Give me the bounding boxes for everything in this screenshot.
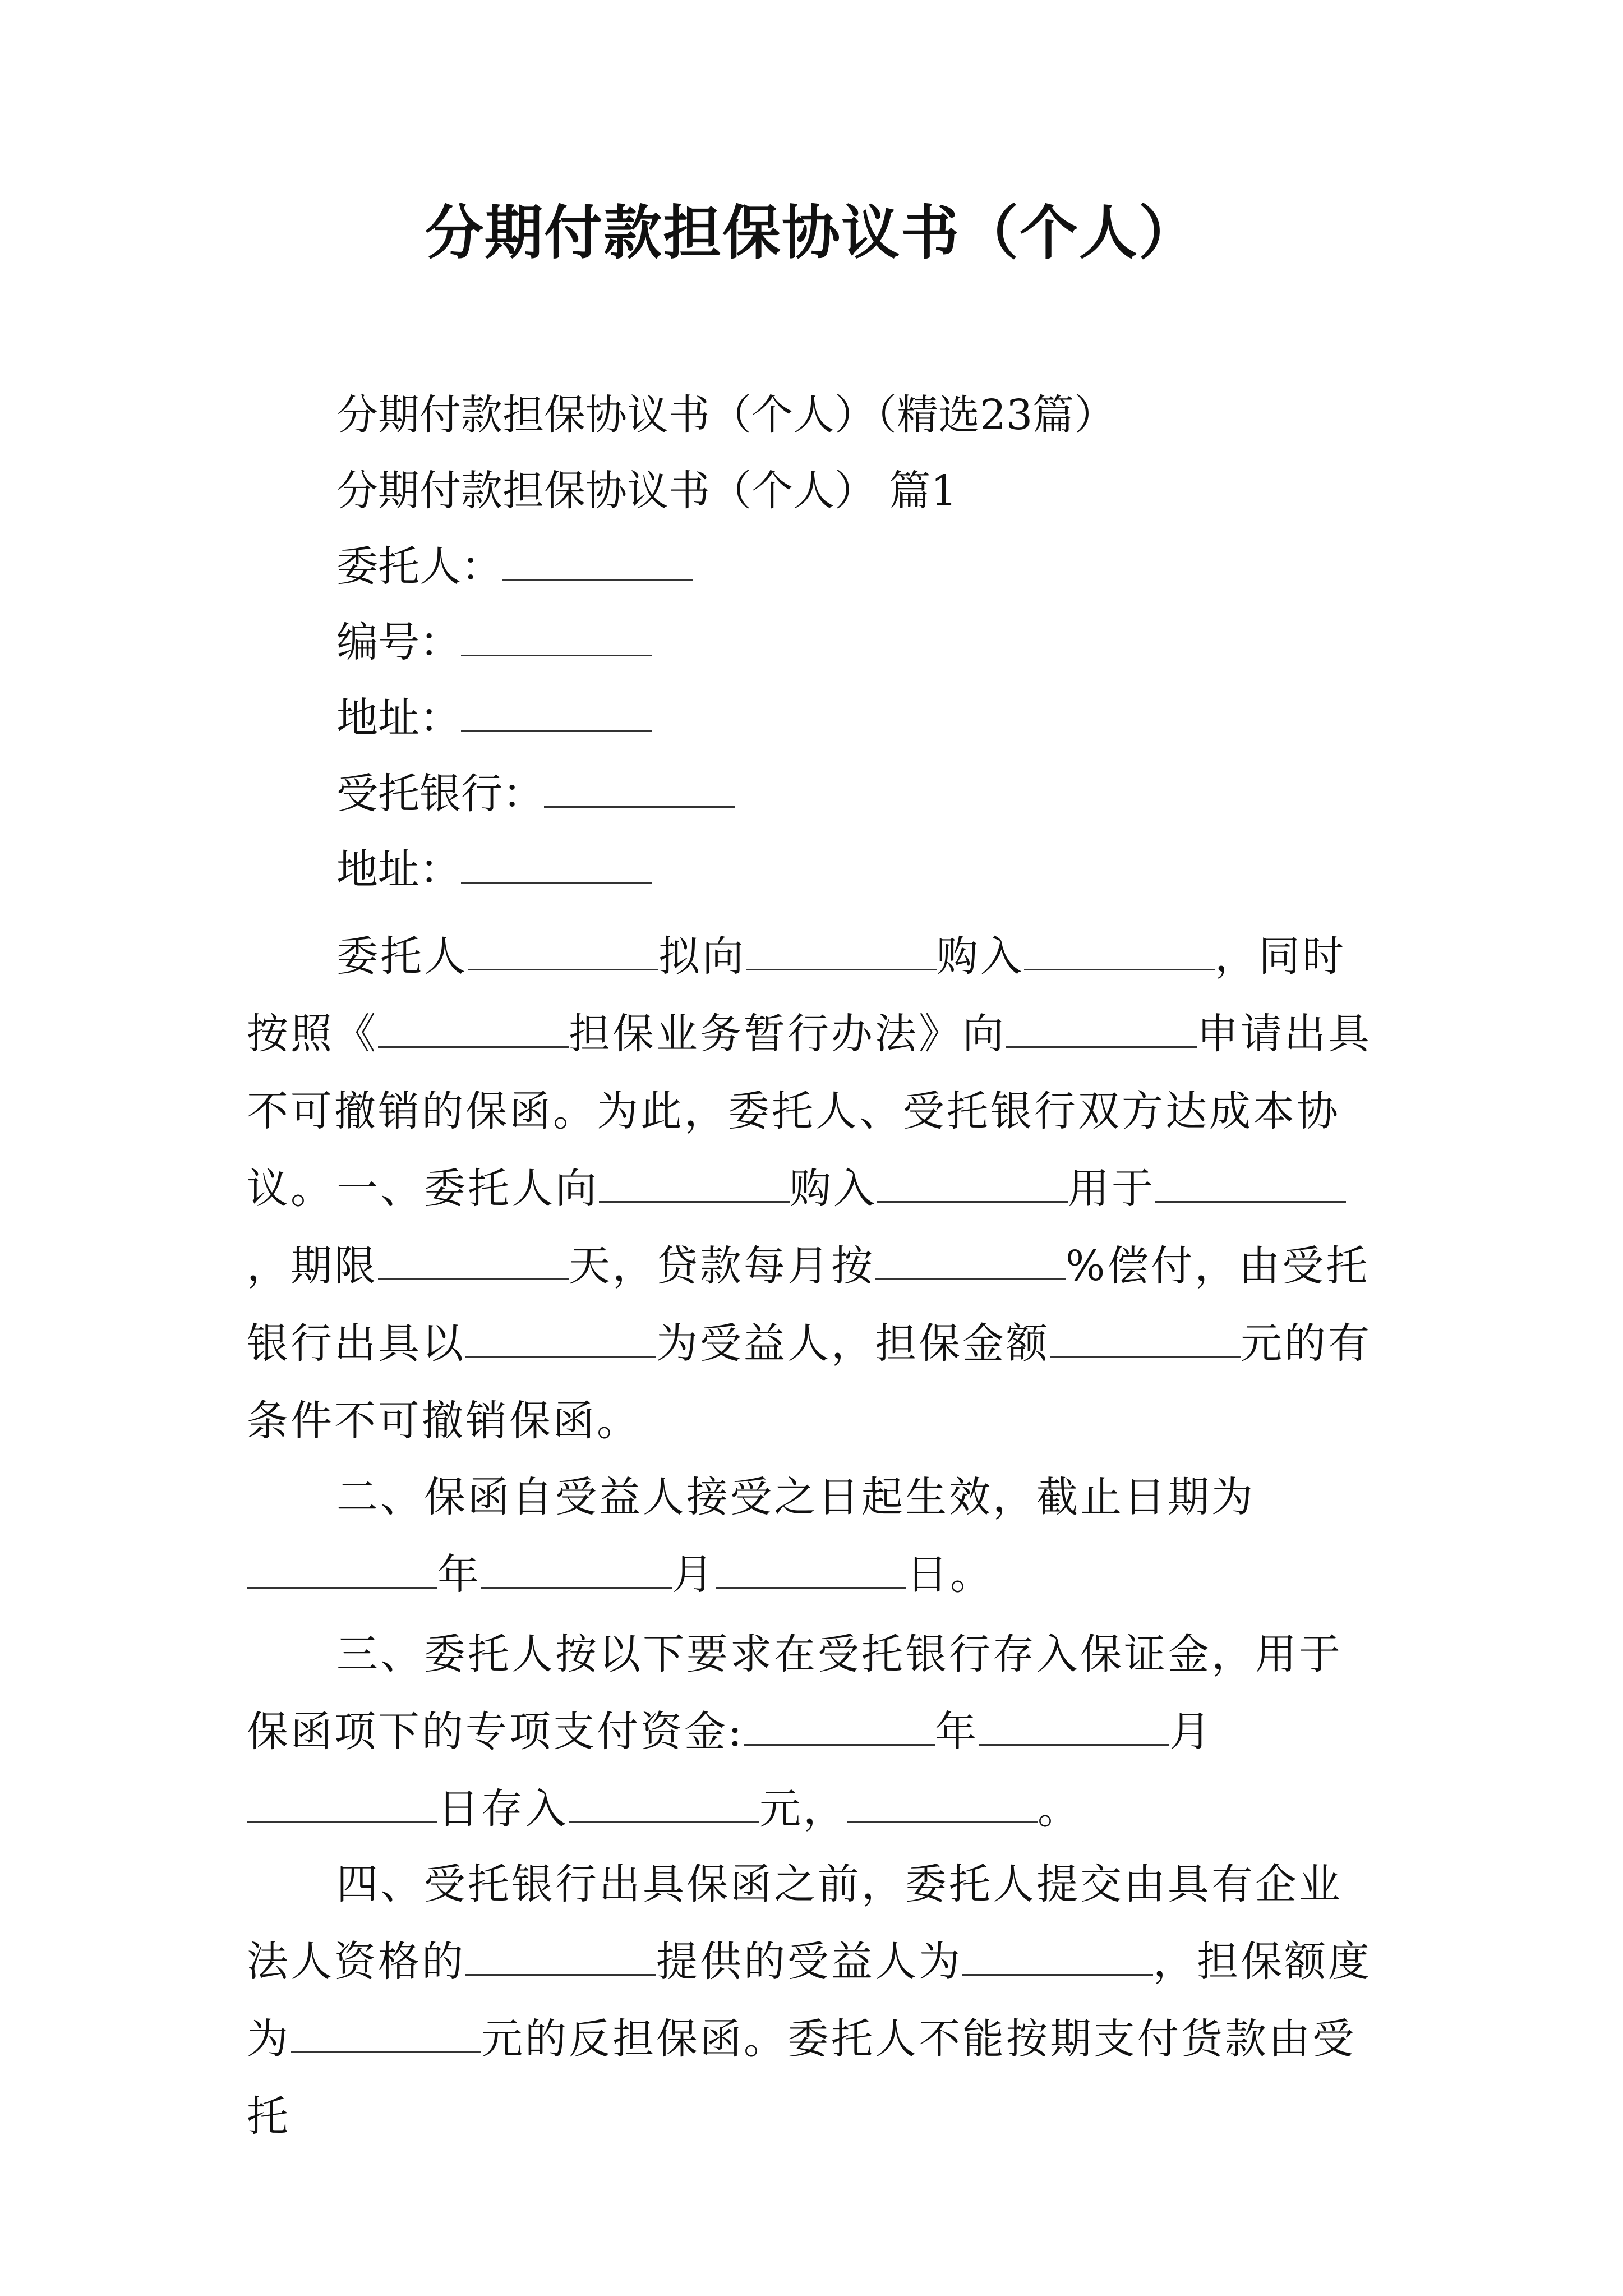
blank-line — [465, 1936, 656, 1976]
text: 二、保函自受益人接受之日起生效，截止日期为 — [336, 1473, 1255, 1521]
blank-line — [1006, 1009, 1197, 1048]
text: 申请出具不可撤销的保函。为此，委托人、受托银行双方达成本协议。 — [247, 1010, 1372, 1213]
blank-line — [544, 769, 735, 808]
blank-line — [962, 1936, 1153, 1976]
text: 月 — [1169, 1708, 1213, 1756]
blank-line — [481, 1549, 672, 1589]
text: 月 — [672, 1550, 716, 1599]
text: 年 — [437, 1550, 481, 1599]
document-title: 分期付款担保协议书（个人） — [425, 198, 1198, 267]
text: 四、受托银行出具保函之前，委托人提交由具有企业法人资格的 — [247, 1860, 1343, 1986]
blank-line — [877, 1163, 1068, 1203]
document-subtitle: 分期付款担保协议书（个人）（精选23篇） — [336, 391, 1116, 439]
blank-line — [468, 931, 658, 970]
blank-line — [744, 1706, 935, 1746]
text: 拟向 — [658, 932, 746, 981]
blank-line — [599, 1163, 790, 1203]
blank-line — [378, 1241, 569, 1280]
blank-line — [461, 617, 652, 656]
text: 购入 — [790, 1165, 877, 1213]
text: 年 — [934, 1708, 979, 1756]
text: 三、委托人按以下要求在受托银行存入保证金，用于保函项下的专项支付资金: — [247, 1630, 1343, 1756]
blank-line — [465, 1318, 656, 1358]
field-bank-address — [336, 841, 652, 898]
text: 日存入 — [437, 1785, 569, 1833]
paragraph-clause-2 — [247, 1458, 1374, 1613]
text: 担保业务暂行办法》向 — [569, 1010, 1006, 1058]
field-number — [336, 614, 652, 670]
paragraph-clause-4 — [247, 1846, 1374, 2155]
blank-line — [847, 1784, 1038, 1823]
text: %偿付，由受托银行出具以 — [247, 1242, 1370, 1368]
text: 一、委托人向 — [336, 1165, 599, 1213]
blank-line — [461, 844, 652, 884]
text: ，期限 — [247, 1242, 378, 1290]
text: 提供的受益人为 — [656, 1938, 962, 1986]
blank-line — [746, 931, 937, 970]
field-label: 地址： — [336, 845, 461, 894]
field-label: 委托人： — [336, 542, 502, 591]
field-address — [336, 690, 652, 746]
blank-line — [502, 541, 693, 581]
blank-line — [1050, 1318, 1241, 1358]
blank-line — [979, 1706, 1169, 1746]
blank-line — [247, 1784, 437, 1823]
text: 用于 — [1068, 1165, 1155, 1213]
text: 委托人 — [336, 932, 468, 981]
text: 元的有条件不可撤销保函。 — [247, 1319, 1372, 1445]
paragraph-clause-1 — [247, 1150, 1374, 1460]
blank-line — [378, 1009, 569, 1048]
field-bank — [336, 766, 735, 822]
text: 。 — [1038, 1785, 1081, 1833]
field-label: 编号： — [336, 618, 461, 666]
text: 元， — [759, 1785, 847, 1833]
blank-line — [569, 1784, 759, 1823]
section-heading: 分期付款担保协议书（个人） 篇1 — [336, 467, 957, 515]
blank-line — [716, 1549, 906, 1589]
blank-line — [1024, 931, 1215, 970]
text: 购入 — [937, 932, 1024, 981]
field-label: 地址： — [336, 694, 461, 742]
field-label: 受托银行： — [336, 770, 544, 818]
text: ，同时按照《 — [247, 932, 1346, 1058]
text: 元的反担保函。委托人不能按期支付货款由受托 — [247, 2015, 1356, 2141]
text: 天，贷款每月按 — [569, 1242, 875, 1290]
blank-line — [1155, 1163, 1346, 1203]
blank-line — [291, 2014, 481, 2053]
blank-line — [875, 1241, 1066, 1280]
text: ，担保额度为 — [247, 1938, 1372, 2063]
text: 为受益人，担保金额 — [656, 1319, 1050, 1368]
paragraph-clause-3 — [247, 1616, 1374, 1848]
blank-line — [247, 1549, 437, 1589]
blank-line — [461, 693, 652, 732]
text: 日。 — [906, 1550, 994, 1599]
field-client — [336, 539, 693, 595]
